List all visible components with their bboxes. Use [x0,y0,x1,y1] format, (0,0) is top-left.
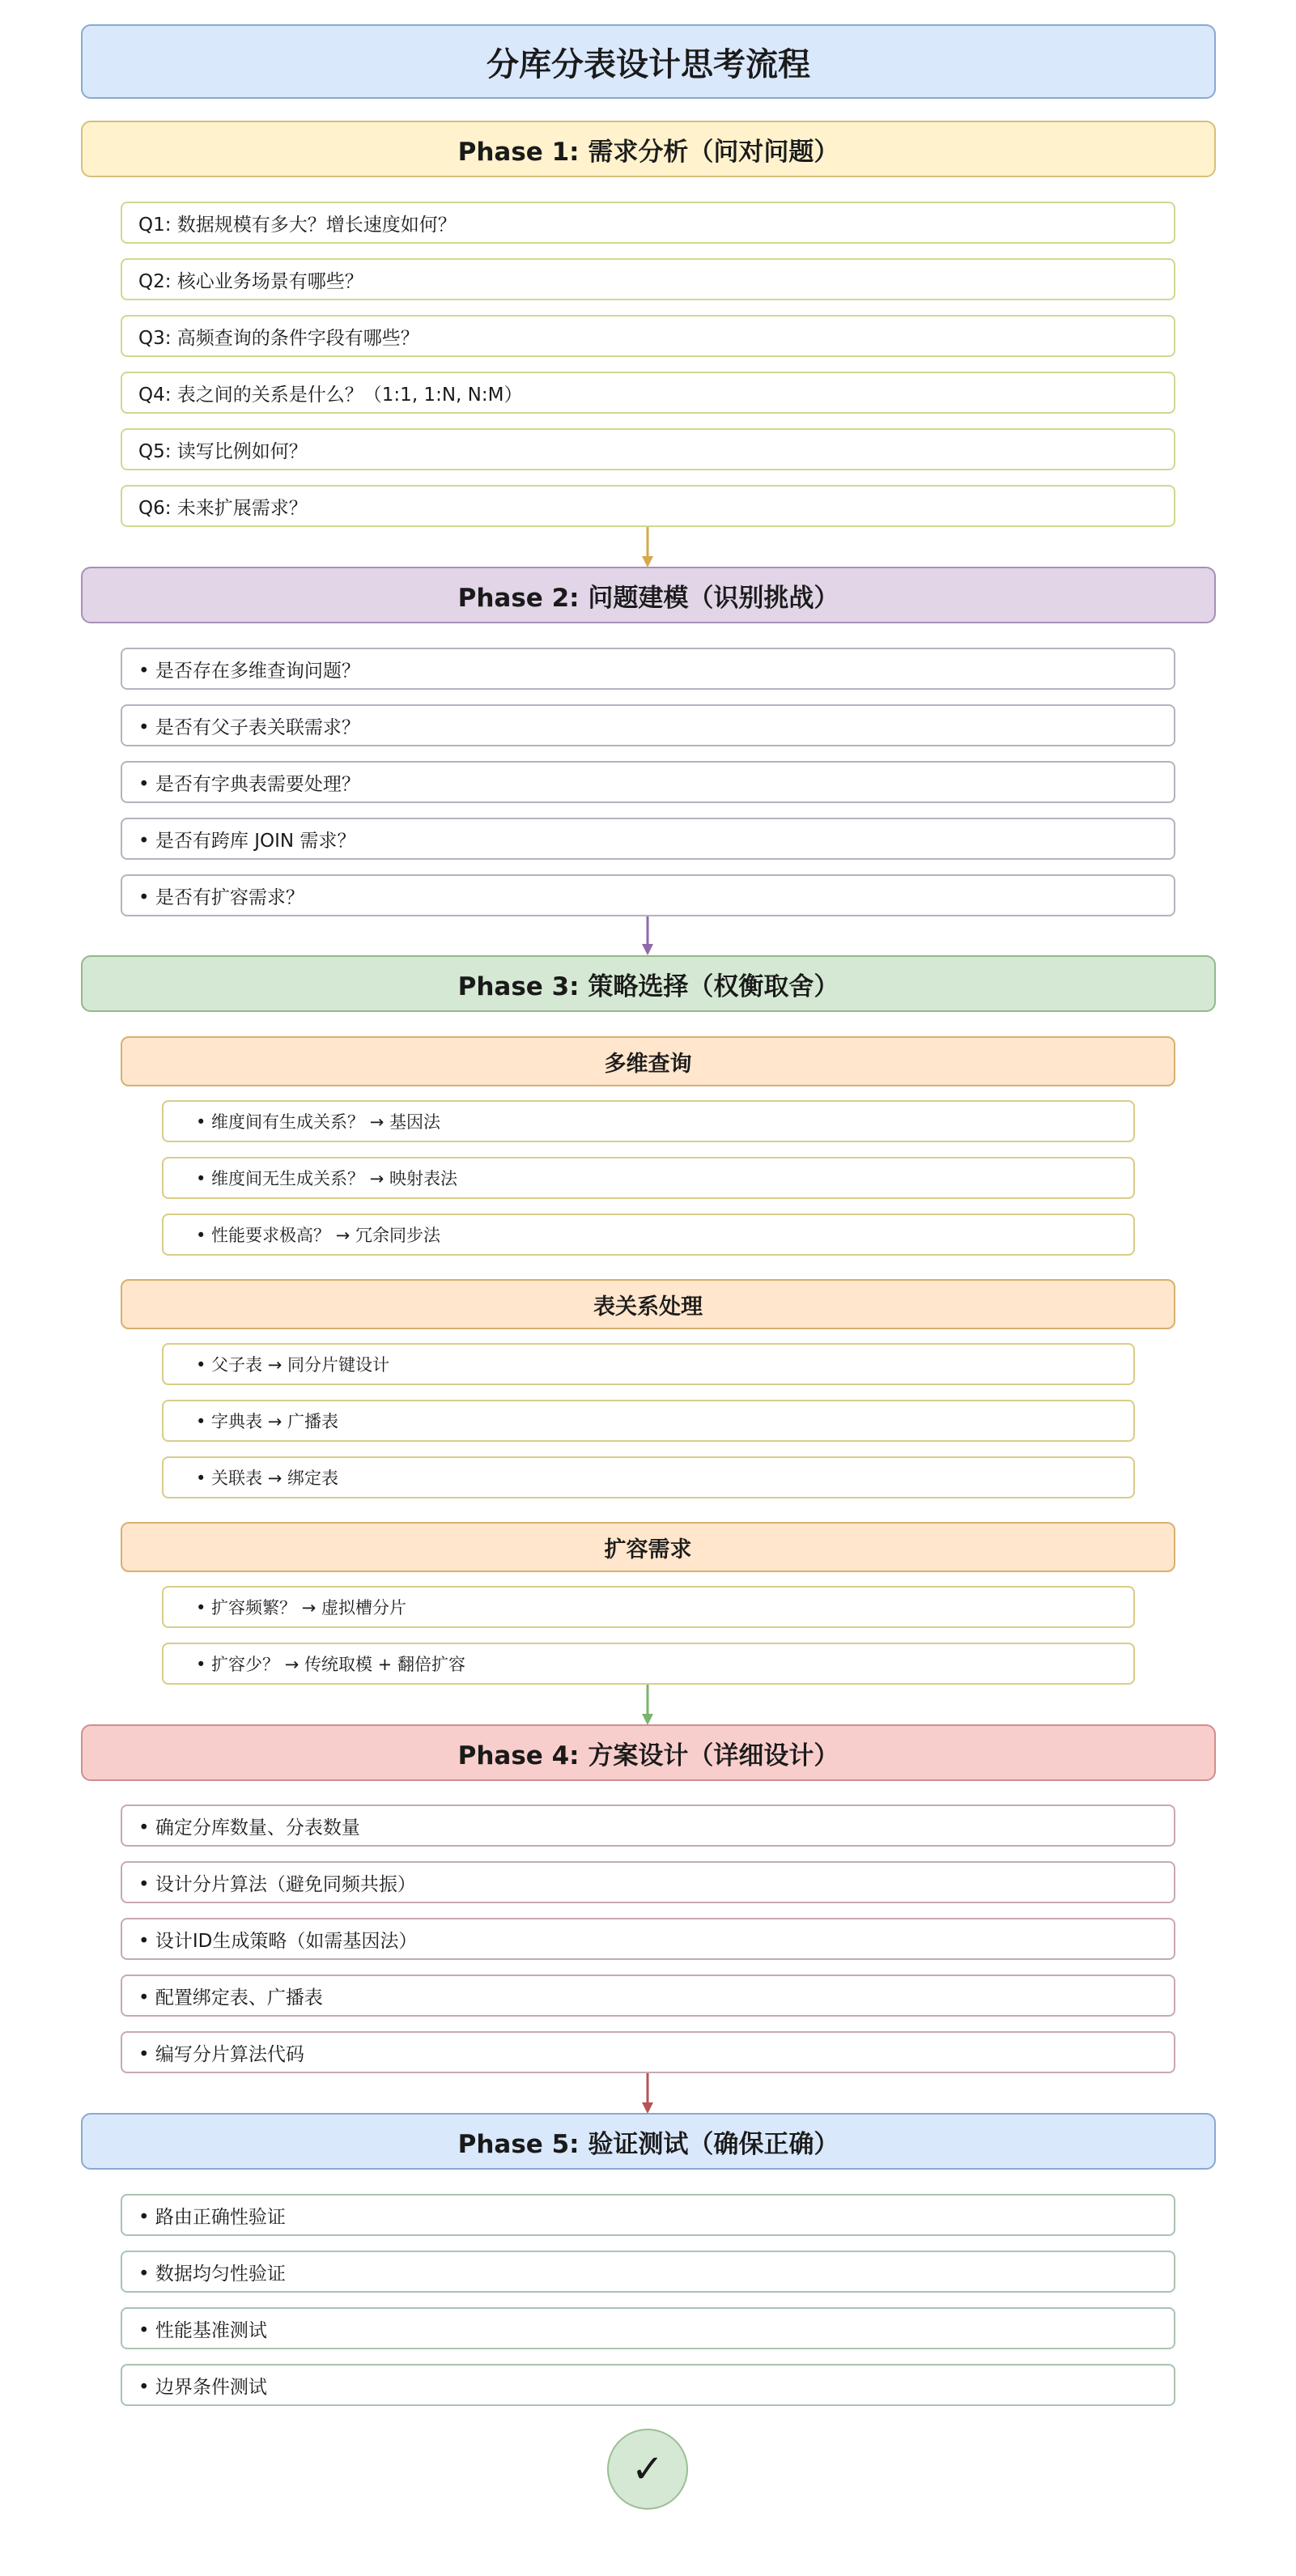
phase-1-header: Phase 1: 需求分析（问对问题） [81,121,1216,177]
phase-1-item: Q2: 核心业务场景有哪些？ [121,258,1175,300]
strategy-item: • 维度间有生成关系？ → 基因法 [162,1100,1135,1142]
diagram-title: 分库分表设计思考流程 [81,24,1216,99]
phase-5-item: • 路由正确性验证 [121,2194,1175,2236]
phase-4-item: • 设计分片算法（避免同频共振） [121,1861,1175,1903]
strategy-item: • 扩容频繁？ → 虚拟槽分片 [162,1586,1135,1628]
phase-4-item: • 设计ID生成策略（如需基因法） [121,1918,1175,1960]
phase-5-header: Phase 5: 验证测试（确保正确） [81,2113,1216,2170]
phase-2-item: • 是否有字典表需要处理？ [121,761,1175,803]
phase-1-item: Q4: 表之间的关系是什么？（1:1, 1:N, N:M） [121,372,1175,414]
arrow-head [642,2102,653,2114]
phase-5-item: • 数据均匀性验证 [121,2251,1175,2293]
arrow-phase1-to-phase2 [640,527,656,567]
arrow-head [642,1714,653,1725]
completion-check-icon: ✓ [607,2429,688,2510]
strategy-item: • 性能要求极高？ → 冗余同步法 [162,1214,1135,1256]
phase-1-item: Q3: 高频查询的条件字段有哪些？ [121,315,1175,357]
phase-3-header: Phase 3: 策略选择（权衡取舍） [81,955,1216,1012]
phase-5-item: • 性能基准测试 [121,2307,1175,2349]
strategy-group-header: 表关系处理 [121,1279,1175,1329]
phase-4-item: • 配置绑定表、广播表 [121,1975,1175,2017]
arrow-phase2-to-phase3 [640,916,656,955]
strategy-item: • 维度间无生成关系？ → 映射表法 [162,1157,1135,1199]
phase-2-item: • 是否有跨库 JOIN 需求？ [121,818,1175,860]
arrow-head [642,944,653,955]
arrow-phase3-to-phase4 [640,1685,656,1725]
arrow-head [642,556,653,567]
phase-4-header: Phase 4: 方案设计（详细设计） [81,1724,1216,1781]
phase-2-item: • 是否有父子表关联需求？ [121,704,1175,746]
phase-2-item: • 是否存在多维查询问题？ [121,648,1175,690]
phase-1-item: Q1: 数据规模有多大？增长速度如何？ [121,202,1175,244]
strategy-group-header: 多维查询 [121,1036,1175,1086]
strategy-item: • 父子表 → 同分片键设计 [162,1343,1135,1385]
phase-4-item: • 编写分片算法代码 [121,2031,1175,2073]
strategy-item: • 关联表 → 绑定表 [162,1456,1135,1498]
strategy-group-header: 扩容需求 [121,1522,1175,1572]
strategy-item: • 扩容少？ → 传统取模 + 翻倍扩容 [162,1643,1135,1685]
strategy-item: • 字典表 → 广播表 [162,1400,1135,1442]
arrow-phase4-to-phase5 [640,2073,656,2114]
phase-4-item: • 确定分库数量、分表数量 [121,1804,1175,1847]
phase-2-header: Phase 2: 问题建模（识别挑战） [81,567,1216,623]
phase-2-item: • 是否有扩容需求？ [121,874,1175,916]
phase-1-item: Q5: 读写比例如何？ [121,428,1175,470]
phase-1-item: Q6: 未来扩展需求？ [121,485,1175,527]
phase-5-item: • 边界条件测试 [121,2364,1175,2406]
